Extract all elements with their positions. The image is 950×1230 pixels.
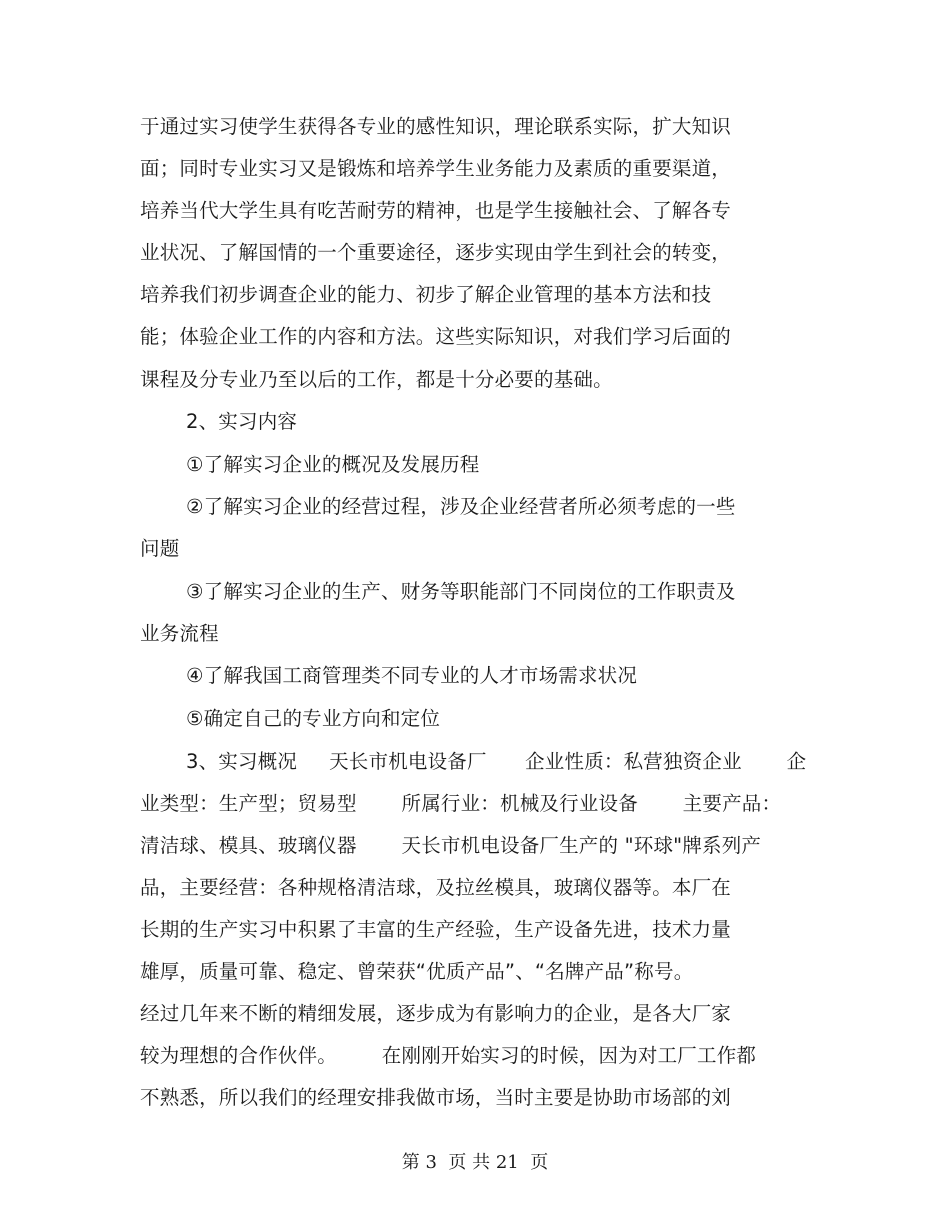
list-item: ⑤确定自己的专业方向和定位 xyxy=(186,707,441,730)
body-text-line: 于通过实习使学生获得各专业的感性知识，理论联系实际，扩大知识 xyxy=(140,115,732,138)
body-text-line: 较为理想的合作伙伴。 在刚刚开始实习的时候，因为对工厂工作都 xyxy=(140,1044,757,1067)
list-item: ②了解实习企业的经营过程，涉及企业经营者所必须考虑的一些 xyxy=(186,495,736,518)
body-text-line: 问题 xyxy=(140,537,180,560)
body-text-line: 品，主要经营：各种规格清洁球，及拉丝模具，玻璃仪器等。本厂在 xyxy=(140,876,732,899)
body-text-line: 清洁球、模具、玻璃仪器 天长市机电设备厂生产的 "环球"牌系列产 xyxy=(140,834,762,857)
body-text-line: 培养我们初步调查企业的能力、初步了解企业管理的基本方法和技 xyxy=(140,283,712,306)
body-text-line: 面；同时专业实习又是锻炼和培养学生业务能力及素质的重要渠道， xyxy=(140,157,732,180)
body-text-line: 长期的生产实习中积累了丰富的生产经验，生产设备先进，技术力量 xyxy=(140,918,732,941)
body-text-line: 课程及分专业乃至以后的工作，都是十分必要的基础。 xyxy=(140,368,613,391)
body-text-line: 不熟悉，所以我们的经理安排我做市场，当时主要是协助市场部的刘 xyxy=(140,1086,732,1109)
body-text-line: 业状况、了解国情的一个重要途径，逐步实现由学生到社会的转变， xyxy=(140,241,732,264)
list-item: ①了解实习企业的概况及发展历程 xyxy=(186,453,480,476)
body-text-line: 业类型：生产型；贸易型 所属行业：机械及行业设备 主要产品： xyxy=(140,792,782,815)
body-text-line: 培养当代大学生具有吃苦耐劳的精神，也是学生接触社会、了解各专 xyxy=(140,199,732,222)
body-text-line: 经过几年来不断的精细发展，逐步成为有影响力的企业，是各大厂家 xyxy=(140,1002,732,1025)
section-heading: 3、实习概况 天长市机电设备厂 企业性质：私营独资企业 企 xyxy=(186,750,807,773)
body-text-line: 能；体验企业工作的内容和方法。这些实际知识，对我们学习后面的 xyxy=(140,325,732,348)
list-item: ④了解我国工商管理类不同专业的人才市场需求状况 xyxy=(186,664,638,687)
page-number-footer: 第 3 页 共 21 页 xyxy=(401,1152,549,1173)
body-text-line: 雄厚，质量可靠、稳定、曾荣获“优质产品”、“名牌产品”称号。 xyxy=(140,960,694,983)
list-item: ③了解实习企业的生产、财务等职能部门不同岗位的工作职责及 xyxy=(186,580,736,603)
body-text-line: 业务流程 xyxy=(140,622,219,645)
section-heading: 2、实习内容 xyxy=(186,410,298,433)
